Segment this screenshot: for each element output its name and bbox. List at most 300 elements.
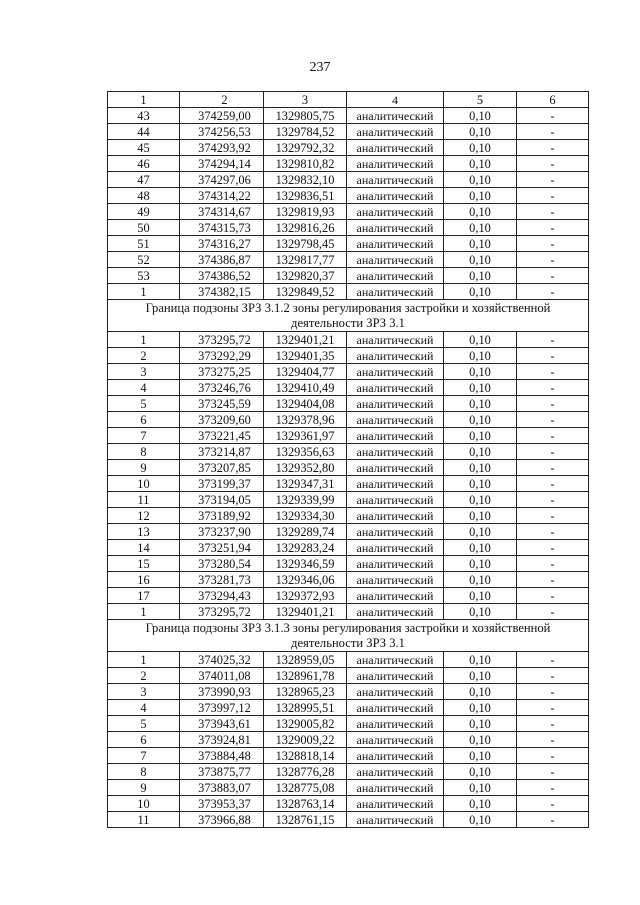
table-row <box>108 508 589 524</box>
table-cell: 0,10 <box>444 444 517 460</box>
table-cell: 7 <box>108 748 180 764</box>
table-row <box>108 588 589 604</box>
table-cell: - <box>517 348 589 364</box>
table-cell: 5 <box>108 716 180 732</box>
table-cell: 1329819,93 <box>264 204 347 220</box>
table-cell: 1328959,05 <box>264 652 347 668</box>
table-cell: 0,10 <box>444 348 517 364</box>
table-cell: 0,10 <box>444 364 517 380</box>
table-cell: 8 <box>108 444 180 460</box>
table-cell: - <box>517 332 589 348</box>
table-cell: аналитический <box>347 332 444 348</box>
table-cell: - <box>517 684 589 700</box>
table-cell: 0,10 <box>444 172 517 188</box>
table-cell: 1328961,78 <box>264 668 347 684</box>
table-cell: аналитический <box>347 796 444 812</box>
table-cell: 1328776,28 <box>264 764 347 780</box>
table-row <box>108 332 589 348</box>
table-cell: 1329404,08 <box>264 396 347 412</box>
table-cell: 0,10 <box>444 124 517 140</box>
table-cell: - <box>517 108 589 124</box>
table-cell: 0,10 <box>444 268 517 284</box>
table-cell: - <box>517 540 589 556</box>
table-cell: 1328763,14 <box>264 796 347 812</box>
table-cell: 373924,81 <box>180 732 264 748</box>
table-cell: аналитический <box>347 124 444 140</box>
coordinates-table <box>107 91 589 828</box>
table-row <box>108 252 589 268</box>
table-cell: 373295,72 <box>180 332 264 348</box>
table-cell: - <box>517 652 589 668</box>
section-title-row <box>108 620 589 652</box>
table-cell: аналитический <box>347 396 444 412</box>
table-cell: аналитический <box>347 780 444 796</box>
table-cell: 0,10 <box>444 588 517 604</box>
table-cell: аналитический <box>347 668 444 684</box>
table-cell: 1329356,63 <box>264 444 347 460</box>
table-row <box>108 572 589 588</box>
table-cell: 1329283,24 <box>264 540 347 556</box>
column-header: 1 <box>108 92 180 108</box>
table-cell: 1328775,08 <box>264 780 347 796</box>
table-cell: 0,10 <box>444 236 517 252</box>
table-cell: 1329378,96 <box>264 412 347 428</box>
table-cell: аналитический <box>347 700 444 716</box>
table-cell: 373966,88 <box>180 812 264 828</box>
table-cell: 374314,67 <box>180 204 264 220</box>
table-cell: аналитический <box>347 284 444 300</box>
table-cell: аналитический <box>347 444 444 460</box>
table-cell: 49 <box>108 204 180 220</box>
table-cell: 0,10 <box>444 604 517 620</box>
section-title: Граница подзоны ЗРЗ 3.1.3 зоны регулирования застройки и хозяйственной деятельности ЗРЗ 3.1 <box>108 620 589 652</box>
table-cell: 10 <box>108 796 180 812</box>
table-cell: 1329798,45 <box>264 236 347 252</box>
table-cell: 0,10 <box>444 508 517 524</box>
table-cell: 373294,43 <box>180 588 264 604</box>
table-cell: 1329346,06 <box>264 572 347 588</box>
table-cell: - <box>517 764 589 780</box>
table-cell: 373990,93 <box>180 684 264 700</box>
table-row <box>108 108 589 124</box>
table-cell: 11 <box>108 492 180 508</box>
table-cell: 1329401,21 <box>264 332 347 348</box>
column-header: 5 <box>444 92 517 108</box>
table-cell: - <box>517 124 589 140</box>
table-row <box>108 460 589 476</box>
table-cell: - <box>517 140 589 156</box>
table-cell: 1329836,51 <box>264 188 347 204</box>
table-cell: 0,10 <box>444 428 517 444</box>
table-row <box>108 140 589 156</box>
table-cell: 373199,37 <box>180 476 264 492</box>
table-cell: 0,10 <box>444 748 517 764</box>
table-cell: 374011,08 <box>180 668 264 684</box>
table-cell: 373875,77 <box>180 764 264 780</box>
table-cell: 14 <box>108 540 180 556</box>
table-cell: 0,10 <box>444 812 517 828</box>
table-cell: 1 <box>108 284 180 300</box>
table-cell: 2 <box>108 348 180 364</box>
table-cell: 45 <box>108 140 180 156</box>
table-cell: 0,10 <box>444 396 517 412</box>
table-cell: 1329339,99 <box>264 492 347 508</box>
table-cell: 17 <box>108 588 180 604</box>
table-cell: аналитический <box>347 508 444 524</box>
table-cell: 0,10 <box>444 204 517 220</box>
table-row <box>108 732 589 748</box>
table-cell: 51 <box>108 236 180 252</box>
table-row <box>108 172 589 188</box>
table-cell: аналитический <box>347 140 444 156</box>
table-cell: 373194,05 <box>180 492 264 508</box>
table-cell: - <box>517 668 589 684</box>
table-cell: - <box>517 156 589 172</box>
table-row <box>108 428 589 444</box>
table-cell: 0,10 <box>444 252 517 268</box>
table-cell: 48 <box>108 188 180 204</box>
table-cell: аналитический <box>347 652 444 668</box>
table-cell: - <box>517 252 589 268</box>
table-cell: - <box>517 588 589 604</box>
table-cell: аналитический <box>347 236 444 252</box>
table-cell: 6 <box>108 412 180 428</box>
table-cell: 1329347,31 <box>264 476 347 492</box>
table-cell: 374386,87 <box>180 252 264 268</box>
table-cell: 374256,53 <box>180 124 264 140</box>
table-cell: 0,10 <box>444 412 517 428</box>
table-row <box>108 124 589 140</box>
table-cell: 373953,37 <box>180 796 264 812</box>
table-row <box>108 220 589 236</box>
table-cell: 6 <box>108 732 180 748</box>
table-cell: - <box>517 364 589 380</box>
table-cell: 47 <box>108 172 180 188</box>
table-cell: 0,10 <box>444 284 517 300</box>
section-title: Граница подзоны ЗРЗ 3.1.2 зоны регулирования застройки и хозяйственной деятельности ЗРЗ 3.1 <box>108 300 589 332</box>
table-cell: 0,10 <box>444 460 517 476</box>
table-cell: 1328965,23 <box>264 684 347 700</box>
table-cell: - <box>517 172 589 188</box>
table-cell: 1329352,80 <box>264 460 347 476</box>
table-cell: - <box>517 236 589 252</box>
table-cell: 52 <box>108 252 180 268</box>
table-row <box>108 716 589 732</box>
table-cell: 0,10 <box>444 700 517 716</box>
table-cell: аналитический <box>347 348 444 364</box>
table-cell: 0,10 <box>444 716 517 732</box>
table-row <box>108 700 589 716</box>
table-row <box>108 796 589 812</box>
table-cell: 12 <box>108 508 180 524</box>
table-cell: 0,10 <box>444 380 517 396</box>
table-cell: 373245,59 <box>180 396 264 412</box>
table-cell: 373292,29 <box>180 348 264 364</box>
table-cell: 374314,22 <box>180 188 264 204</box>
table-cell: аналитический <box>347 428 444 444</box>
table-cell: 3 <box>108 364 180 380</box>
table-cell: - <box>517 428 589 444</box>
table-cell: 374382,15 <box>180 284 264 300</box>
table-cell: 46 <box>108 156 180 172</box>
table-cell: аналитический <box>347 732 444 748</box>
table-cell: аналитический <box>347 412 444 428</box>
table-cell: 44 <box>108 124 180 140</box>
table-cell: - <box>517 380 589 396</box>
table-cell: - <box>517 268 589 284</box>
table-row <box>108 780 589 796</box>
table-cell: 4 <box>108 380 180 396</box>
table-cell: - <box>517 188 589 204</box>
table-row <box>108 604 589 620</box>
table-cell: - <box>517 524 589 540</box>
table-cell: - <box>517 700 589 716</box>
table-cell: 0,10 <box>444 540 517 556</box>
table-cell: 374297,06 <box>180 172 264 188</box>
table-cell: 373275,25 <box>180 364 264 380</box>
table-cell: - <box>517 204 589 220</box>
table-cell: 373280,54 <box>180 556 264 572</box>
table-cell: 1329805,75 <box>264 108 347 124</box>
table-cell: 1 <box>108 652 180 668</box>
table-cell: 9 <box>108 460 180 476</box>
table-cell: аналитический <box>347 764 444 780</box>
table-row <box>108 556 589 572</box>
table-cell: - <box>517 492 589 508</box>
table-cell: аналитический <box>347 460 444 476</box>
table-cell: 1329005,82 <box>264 716 347 732</box>
table-cell: 373246,76 <box>180 380 264 396</box>
table-cell: аналитический <box>347 812 444 828</box>
table-cell: - <box>517 572 589 588</box>
table-row <box>108 476 589 492</box>
table-cell: 374315,73 <box>180 220 264 236</box>
table-cell: 373295,72 <box>180 604 264 620</box>
table-cell: аналитический <box>347 156 444 172</box>
table-cell: 373189,92 <box>180 508 264 524</box>
table-cell: аналитический <box>347 604 444 620</box>
table-cell: - <box>517 508 589 524</box>
table-cell: 0,10 <box>444 684 517 700</box>
table-cell: 1329817,77 <box>264 252 347 268</box>
table-cell: 1328818,14 <box>264 748 347 764</box>
table-row <box>108 156 589 172</box>
table-cell: 373209,60 <box>180 412 264 428</box>
table-row <box>108 396 589 412</box>
table-cell: 0,10 <box>444 140 517 156</box>
table-cell: 4 <box>108 700 180 716</box>
table-row <box>108 268 589 284</box>
table-cell: 13 <box>108 524 180 540</box>
page-number: 237 <box>309 60 331 75</box>
table-cell: аналитический <box>347 268 444 284</box>
table-row <box>108 540 589 556</box>
table-row <box>108 188 589 204</box>
table-cell: 43 <box>108 108 180 124</box>
table-cell: 1329849,52 <box>264 284 347 300</box>
table-cell: 8 <box>108 764 180 780</box>
table-cell: аналитический <box>347 684 444 700</box>
table-cell: 0,10 <box>444 796 517 812</box>
table-cell: 373237,90 <box>180 524 264 540</box>
table-cell: - <box>517 444 589 460</box>
table-cell: 50 <box>108 220 180 236</box>
table-cell: 1329820,37 <box>264 268 347 284</box>
table-cell: 9 <box>108 780 180 796</box>
table-cell: - <box>517 748 589 764</box>
table-cell: 374259,00 <box>180 108 264 124</box>
table-cell: 0,10 <box>444 220 517 236</box>
table-cell: 10 <box>108 476 180 492</box>
table-cell: - <box>517 780 589 796</box>
table-row <box>108 684 589 700</box>
table-header-row <box>108 92 589 108</box>
table-cell: 1329401,35 <box>264 348 347 364</box>
table-cell: 373281,73 <box>180 572 264 588</box>
table-cell: 373214,87 <box>180 444 264 460</box>
table-cell: - <box>517 556 589 572</box>
table-cell: 1329410,49 <box>264 380 347 396</box>
table-cell: - <box>517 716 589 732</box>
table-cell: аналитический <box>347 588 444 604</box>
table-row <box>108 764 589 780</box>
column-header: 3 <box>264 92 347 108</box>
table-cell: 1329810,82 <box>264 156 347 172</box>
table-cell: 11 <box>108 812 180 828</box>
table-cell: 3 <box>108 684 180 700</box>
table-cell: 374386,52 <box>180 268 264 284</box>
table-cell: аналитический <box>347 172 444 188</box>
table-row <box>108 652 589 668</box>
table-cell: 0,10 <box>444 156 517 172</box>
table-cell: аналитический <box>347 364 444 380</box>
table-row <box>108 444 589 460</box>
table-cell: - <box>517 220 589 236</box>
table-cell: 2 <box>108 668 180 684</box>
table-cell: 0,10 <box>444 764 517 780</box>
table-row <box>108 380 589 396</box>
table-row <box>108 204 589 220</box>
table-cell: - <box>517 796 589 812</box>
table-cell: 15 <box>108 556 180 572</box>
table-cell: 0,10 <box>444 572 517 588</box>
table-cell: аналитический <box>347 476 444 492</box>
table-cell: 0,10 <box>444 668 517 684</box>
table-row <box>108 348 589 364</box>
table-cell: - <box>517 396 589 412</box>
table-row <box>108 812 589 828</box>
table-cell: 1329289,74 <box>264 524 347 540</box>
table-cell: 373943,61 <box>180 716 264 732</box>
table-cell: аналитический <box>347 540 444 556</box>
table-cell: 374294,14 <box>180 156 264 172</box>
table-cell: 1 <box>108 332 180 348</box>
table-cell: аналитический <box>347 524 444 540</box>
table-cell: аналитический <box>347 380 444 396</box>
table-cell: 1329346,59 <box>264 556 347 572</box>
table-cell: 374316,27 <box>180 236 264 252</box>
table-cell: 5 <box>108 396 180 412</box>
table-row <box>108 412 589 428</box>
table-row <box>108 492 589 508</box>
table-cell: 0,10 <box>444 556 517 572</box>
column-header: 6 <box>517 92 589 108</box>
table-row <box>108 524 589 540</box>
table-cell: 373221,45 <box>180 428 264 444</box>
table-cell: 53 <box>108 268 180 284</box>
table-cell: 1328995,51 <box>264 700 347 716</box>
table-cell: - <box>517 732 589 748</box>
table-row <box>108 236 589 252</box>
table-cell: 1329832,10 <box>264 172 347 188</box>
table-cell: аналитический <box>347 108 444 124</box>
table-cell: - <box>517 812 589 828</box>
table-cell: аналитический <box>347 748 444 764</box>
table-row <box>108 668 589 684</box>
column-header: 4 <box>347 92 444 108</box>
table-cell: 1329334,30 <box>264 508 347 524</box>
table-cell: 1329792,32 <box>264 140 347 156</box>
table-cell: - <box>517 476 589 492</box>
table-cell: - <box>517 412 589 428</box>
table-cell: 1329372,93 <box>264 588 347 604</box>
table-cell: аналитический <box>347 492 444 508</box>
table-cell: аналитический <box>347 220 444 236</box>
table-cell: 0,10 <box>444 524 517 540</box>
table-cell: 1329009,22 <box>264 732 347 748</box>
table-cell: 1328761,15 <box>264 812 347 828</box>
table-cell: 374293,92 <box>180 140 264 156</box>
table-cell: 1329784,52 <box>264 124 347 140</box>
table-cell: 7 <box>108 428 180 444</box>
table-cell: 1329404,77 <box>264 364 347 380</box>
table-cell: 373207,85 <box>180 460 264 476</box>
table-row <box>108 364 589 380</box>
table-cell: аналитический <box>347 556 444 572</box>
table-cell: 1 <box>108 604 180 620</box>
table-cell: 0,10 <box>444 780 517 796</box>
table-body <box>108 92 589 828</box>
table-cell: 373251,94 <box>180 540 264 556</box>
table-cell: 373883,07 <box>180 780 264 796</box>
table-cell: аналитический <box>347 572 444 588</box>
table-row <box>108 284 589 300</box>
table-cell: 0,10 <box>444 732 517 748</box>
table-cell: 373884,48 <box>180 748 264 764</box>
table-cell: аналитический <box>347 716 444 732</box>
table-cell: 373997,12 <box>180 700 264 716</box>
table-cell: 1329816,26 <box>264 220 347 236</box>
table-cell: - <box>517 460 589 476</box>
section-title-row <box>108 300 589 332</box>
column-header: 2 <box>180 92 264 108</box>
table-cell: 16 <box>108 572 180 588</box>
table-cell: 0,10 <box>444 492 517 508</box>
table-cell: 0,10 <box>444 332 517 348</box>
table-cell: 0,10 <box>444 188 517 204</box>
table-cell: 0,10 <box>444 476 517 492</box>
table-cell: 374025,32 <box>180 652 264 668</box>
table-cell: аналитический <box>347 188 444 204</box>
table-cell: аналитический <box>347 204 444 220</box>
table-cell: 0,10 <box>444 652 517 668</box>
table-cell: 0,10 <box>444 108 517 124</box>
table-cell: 1329361,97 <box>264 428 347 444</box>
table-row <box>108 748 589 764</box>
table-cell: 1329401,21 <box>264 604 347 620</box>
table-cell: аналитический <box>347 252 444 268</box>
table-cell: - <box>517 604 589 620</box>
